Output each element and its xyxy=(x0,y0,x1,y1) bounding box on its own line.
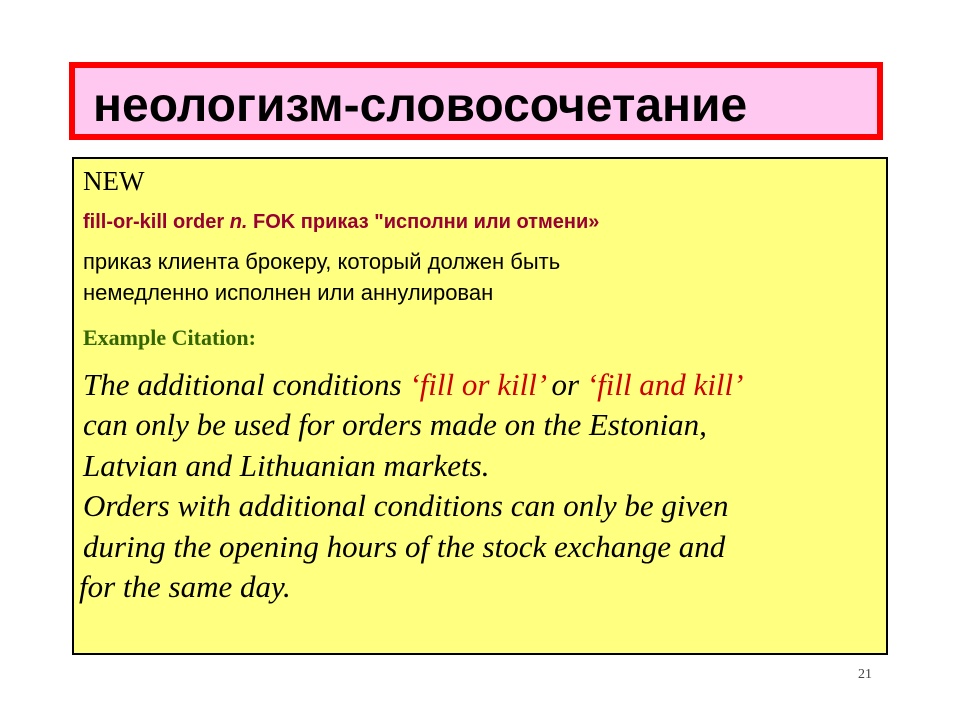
citation-highlight-fill-or-kill: ‘fill or kill’ xyxy=(409,367,544,402)
title-box xyxy=(69,62,883,140)
slide-title: неологизм-словосочетание xyxy=(93,79,748,132)
citation-line-1 xyxy=(83,365,743,405)
citation-line-4: Orders with additional conditions can only be given xyxy=(83,488,729,523)
page-number: 21 xyxy=(858,667,872,682)
citation-line-2: can only be used for orders made on the Estonian, xyxy=(83,407,707,442)
new-label: NEW xyxy=(83,166,145,196)
term-translation: FOK приказ "исполни или отмени» xyxy=(253,211,600,233)
citation-line-5: during the opening hours of the stock exchange and xyxy=(83,529,726,564)
citation-line-6: for the same day. xyxy=(79,569,291,604)
term: fill-or-kill order xyxy=(83,211,225,233)
term-line xyxy=(83,209,599,235)
definition-line-2: немедленно исполнен или аннулирован xyxy=(83,280,494,305)
part-of-speech: n. xyxy=(229,211,248,233)
citation-line-3: Latvian and Lithuanian markets. xyxy=(83,448,490,483)
definition-line-1: приказ клиента брокеру, который должен быть xyxy=(83,249,561,274)
citation-text-1c: or xyxy=(543,367,587,402)
content-box xyxy=(72,157,888,655)
citation-text-1a: The additional conditions xyxy=(83,367,410,402)
citation-highlight-fill-and-kill: ‘fill and kill’ xyxy=(586,367,744,402)
example-citation-label: Example Citation: xyxy=(83,325,256,350)
